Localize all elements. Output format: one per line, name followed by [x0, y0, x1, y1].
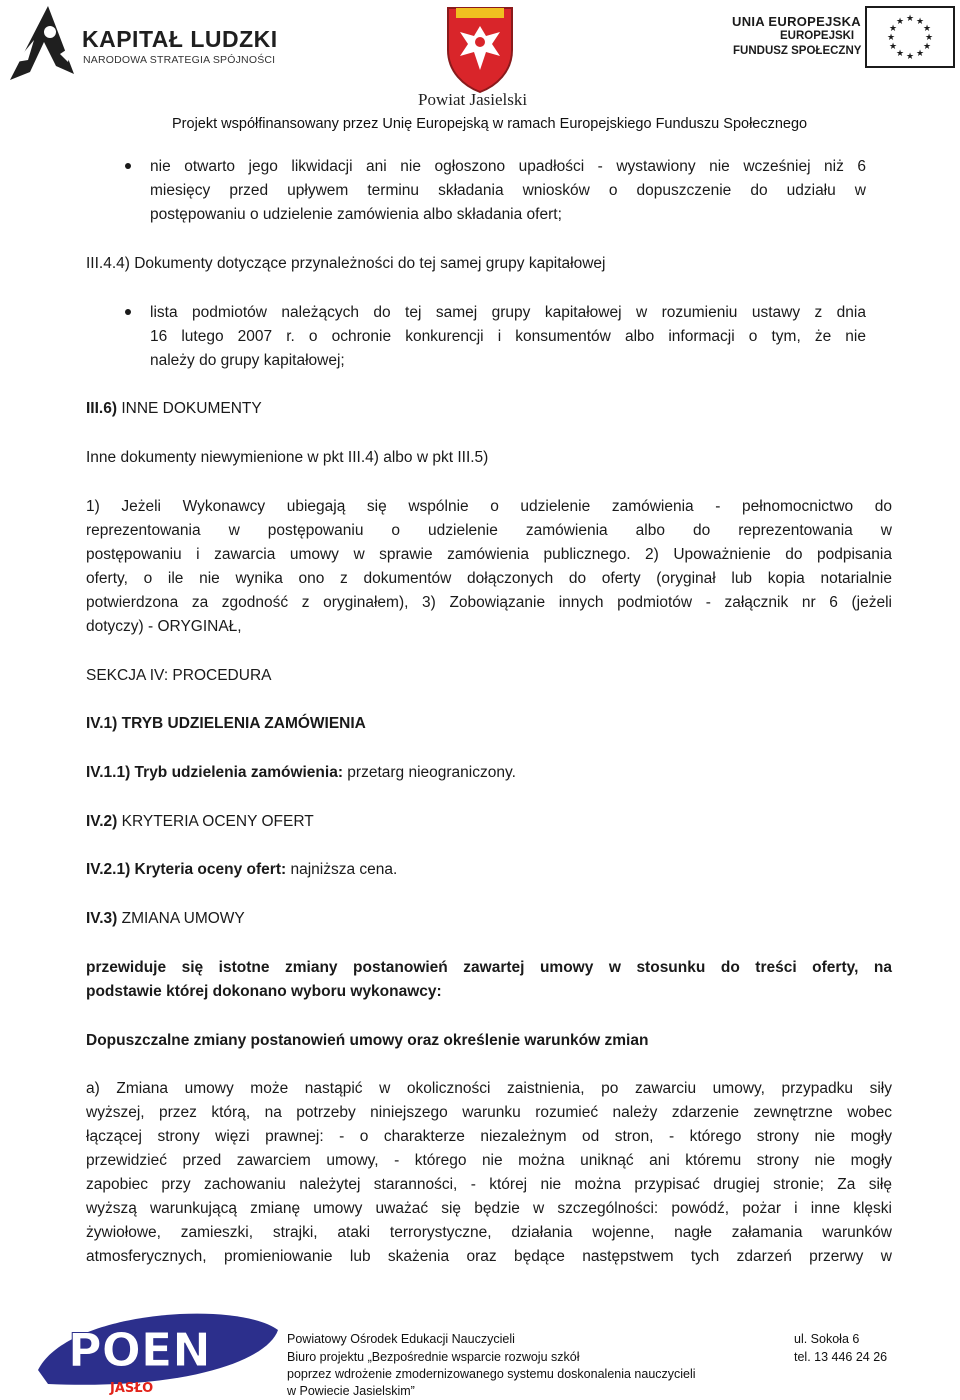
powiat-jasielski-crest [440, 2, 520, 94]
paragraph-line: postępowaniu i zawarcia umowy w sprawie zamówienia publicznego. 2) Upoważnienie do podpisania [86, 546, 892, 563]
kapital-ludzki-subtitle: NARODOWA STRATEGIA SPÓJNOŚCI [83, 54, 276, 66]
bullet-line: 16 lutego 2007 r. o ochronie konkurencji i konsumentów albo informacji o tym, że nie [150, 328, 866, 345]
paragraph-line: dotyczy) - ORYGINAŁ, [86, 618, 242, 635]
footer-project-office: Biuro projektu „Bezpośrednie wsparcie rozwoju szkół [287, 1350, 580, 1364]
section-number: III.6) [86, 400, 118, 417]
section-iii-4-4-heading: III.4.4) Dokumenty dotyczące przynależności do tej samej grupy kapitałowej [86, 255, 606, 272]
svg-text:★: ★ [915, 17, 925, 27]
svg-text:★: ★ [886, 33, 896, 43]
dopuszczalne-zmiany-heading: Dopuszczalne zmiany postanowień umowy oraz określenie warunków zmian [86, 1032, 649, 1049]
poen-logo-text: POEN [68, 1323, 211, 1377]
footer-project-line: poprzez wdrożenie zmodernizowanego systemu doskonalenia nauczycieli [287, 1367, 696, 1381]
footer-phone: tel. 13 446 24 26 [794, 1350, 888, 1364]
bullet-line: miesięcy przed upływem terminu składania wniosków o dopuszczenie do udziału w [150, 182, 866, 199]
kapital-ludzki-title: KAPITAŁ LUDZKI [82, 26, 278, 52]
field-value: przetarg nieograniczony. [347, 764, 516, 781]
field-value: najniższa cena. [290, 861, 398, 878]
paragraph-line: oferty, o ile nie wynika ono z dokumentów dołączonych do oferty (oryginał lub kopia notarialnie [86, 570, 892, 587]
paragraph-line: zapobiec przy zachowaniu należytej staranności, - której nie można przypisać drugiej stronie; Za siłę [86, 1176, 892, 1193]
eu-flag-icon [865, 6, 955, 68]
svg-text:★: ★ [895, 49, 905, 59]
project-cofinancing-line: Projekt współfinansowany przez Unię Europejską w ramach Europejskiego Funduszu Społecznego [172, 116, 808, 132]
footer-address: ul. Sokoła 6 [794, 1332, 860, 1346]
section-iii-6-heading [86, 397, 892, 421]
paragraph-line: potwierdzona za zgodność z oryginałem), 3) Zobowiązanie innych podmiotów - załącznik nr 6 (jeżeli [86, 594, 892, 611]
ue-fund-line1: EUROPEJSKI [780, 30, 855, 42]
bullet-line: nie otwarto jego likwidacji ani nie ogłoszono upadłości - wystawiony nie wcześniej niż 6 [150, 158, 866, 175]
paragraph-line: łączącej strony więzi prawnej: - o charakterze niezależnym od stron, - którego strony nie mogły [86, 1128, 892, 1145]
section-iv-2-1-line [86, 858, 892, 882]
paragraph-line: żywiołowe, zamieszki, strajki, ataki terrorystyczne, działania wojenne, nagłe załamania warunków [86, 1224, 892, 1241]
paragraph-line: wyższą warunkującą zmianę umowy uważać się będzie w szczególności: powódź, pożar i inne klęski [86, 1200, 892, 1217]
section-number: IV.3) [86, 910, 118, 927]
svg-text:★: ★ [922, 42, 932, 52]
ue-fund-line2: FUNDUSZ SPOŁECZNY [733, 45, 862, 57]
przewiduje-line: przewiduje się istotne zmiany postanowień zawartej umowy w stosunku do treści oferty, na [86, 959, 892, 976]
section-iv-1-1-line [86, 761, 892, 785]
inne-dokumenty-line: Inne dokumenty niewymienione w pkt III.4) albo w pkt III.5) [86, 449, 489, 466]
svg-text:★: ★ [915, 49, 925, 59]
svg-text:★: ★ [905, 52, 915, 62]
bullet-line: lista podmiotów należących do tej samej grupy kapitałowej w rozumieniu ustawy z dnia [150, 304, 866, 321]
svg-text:★: ★ [924, 33, 934, 43]
sekcja-iv-heading: SEKCJA IV: PROCEDURA [86, 667, 272, 684]
paragraph-line: a) Zmiana umowy może nastąpić w okoliczności zaistnienia, po zawarciu umowy, przypadku siły [86, 1080, 892, 1097]
bullet-line: należy do grupy kapitałowej; [150, 352, 345, 369]
poen-jaslo-logo [28, 1300, 288, 1396]
svg-text:★: ★ [888, 24, 898, 34]
ue-label: UNIA EUROPEJSKA [732, 14, 861, 29]
svg-text:★: ★ [922, 24, 932, 34]
paragraph-line: reprezentowania w postępowaniu o udzielenie zamówienia albo do reprezentowania w [86, 522, 892, 539]
section-number: IV.1) [86, 715, 118, 732]
section-title: INNE DOKUMENTY [121, 400, 262, 417]
bullet-line: postępowaniu o udzielenie zamówienia albo składania ofert; [150, 206, 562, 223]
footer-project-line: w Powiecie Jasielskim” [287, 1384, 415, 1398]
bullet-icon [125, 163, 131, 169]
field-label: IV.2.1) Kryteria oceny ofert: [86, 861, 287, 878]
section-iv-1-heading [86, 712, 892, 736]
section-iv-2-heading [86, 810, 892, 834]
przewiduje-line: podstawie której dokonano wyboru wykonawcy: [86, 983, 442, 1000]
section-title: TRYB UDZIELENIA ZAMÓWIENIA [121, 715, 366, 732]
section-iv-3-heading [86, 907, 892, 931]
svg-text:★: ★ [888, 42, 898, 52]
paragraph-line: 1) Jeżeli Wykonawcy ubiegają się wspólnie o udzielenie zamówienia - pełnomocnictwo do [86, 498, 892, 515]
svg-text:★: ★ [905, 14, 915, 24]
bullet-icon [125, 309, 131, 315]
poen-logo-subtext: JASŁO [110, 1381, 154, 1396]
section-number: IV.2) [86, 813, 118, 830]
paragraph-line: przewidzieć przed zawarciem umowy, - którego nie można uniknąć ani któremu strony nie mogły [86, 1152, 892, 1169]
powiat-jasielski-label: Powiat Jasielski [418, 90, 528, 109]
svg-text:★: ★ [895, 17, 905, 27]
paragraph-line: atmosferycznych, promieniowanie lub skażenia oraz będące następstwem tych zdarzeń przerwy w [86, 1248, 892, 1265]
section-title: KRYTERIA OCENY OFERT [121, 813, 314, 830]
page-header [0, 0, 960, 140]
field-label: IV.1.1) Tryb udzielenia zamówienia: [86, 764, 343, 781]
section-title: ZMIANA UMOWY [121, 910, 245, 927]
paragraph-line: wyższej, przez którą, na potrzeby niniejszego warunku rozumieć należy zdarzenie zewnętrzne wobec [86, 1104, 892, 1121]
footer-institution: Powiatowy Ośrodek Edukacji Nauczycieli [287, 1332, 515, 1346]
